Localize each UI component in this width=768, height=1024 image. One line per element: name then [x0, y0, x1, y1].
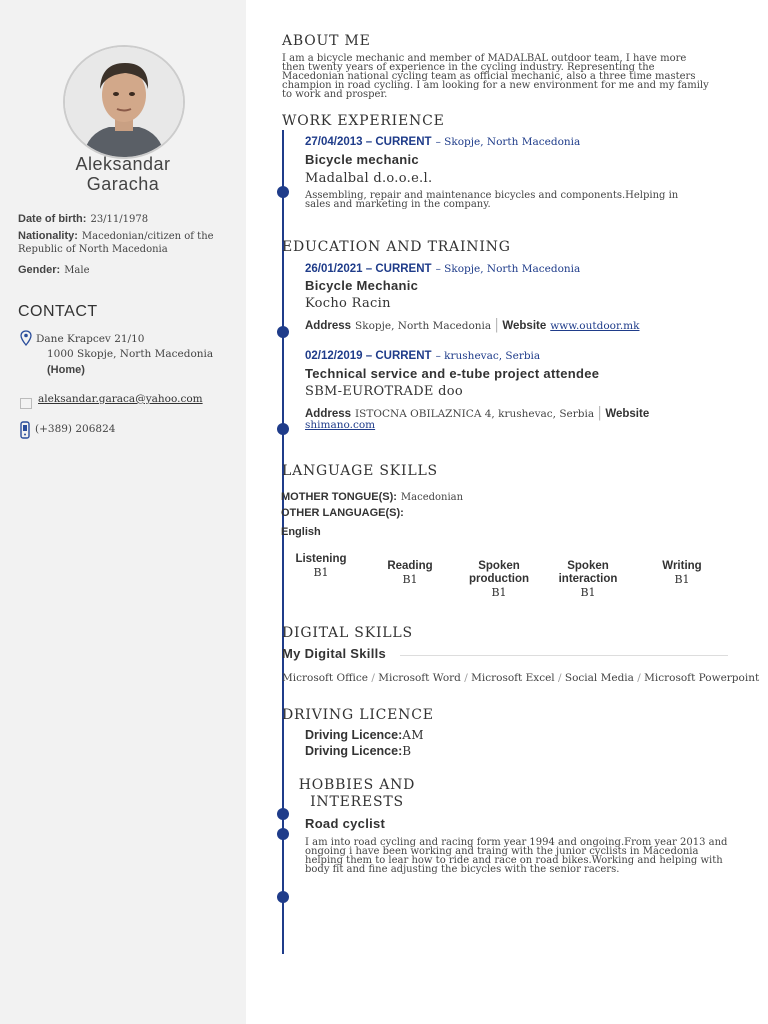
hobbies-heading-line2: INTERESTS: [310, 794, 404, 810]
about-text: I am a bicycle mechanic and member of MADALBAL outdoor team, I have more then twenty years of experience in the cycling industry. Representing the Macedonian national cycling team as official mechanic, also a three time masters champion in road cycling. I am looking for a new environment for me and my family to work and prosper.: [282, 53, 709, 100]
edu1-website-label: Website: [502, 320, 547, 332]
hobbies-heading-line1: HOBBIES AND: [298, 777, 416, 793]
email-link[interactable]: aleksandar.garaca@yahoo.com: [38, 393, 203, 405]
edu2-date: 02/12/2019 – CURRENT: [305, 350, 432, 362]
skill-level: B1: [313, 566, 329, 579]
skill-spoken-production: [454, 560, 544, 599]
digital-skill: Microsoft Office: [282, 672, 369, 684]
skill-head: Writing: [662, 560, 702, 572]
skill-reading: [365, 560, 455, 586]
skill-head: production: [468, 573, 530, 585]
edu1-title: Bicycle Mechanic: [305, 278, 419, 293]
skill-head: Spoken: [567, 560, 609, 572]
mother-tongue-row: [281, 487, 463, 505]
phone-icon: [19, 421, 31, 444]
edu2-date-row: [305, 346, 540, 364]
skill-listening: [276, 553, 366, 579]
profile-photo-image: [65, 47, 183, 157]
driving-value: AM: [402, 728, 424, 742]
edu1-org: Kocho Racin: [305, 296, 391, 311]
edu1-address-label: Address: [305, 320, 352, 332]
digital-skill: Microsoft Powerpoint: [644, 672, 760, 684]
edu1-date-row: [305, 259, 580, 277]
separator: |: [495, 316, 499, 333]
skill-head: Spoken: [478, 560, 520, 572]
nationality-label: Nationality:: [18, 230, 78, 242]
skill-writing: [637, 560, 727, 586]
other-language-label: OTHER LANGUAGE(S):: [281, 507, 404, 519]
profile-first-name: Aleksandar: [75, 154, 171, 174]
edu2-website-label: Website: [605, 408, 650, 420]
digital-skill: Microsoft Excel: [471, 672, 555, 684]
address-type: (Home): [47, 364, 85, 376]
driving-label: Driving Licence:: [305, 744, 403, 758]
separator: /: [558, 672, 562, 684]
skill-level: B1: [402, 573, 418, 586]
divider: [400, 655, 728, 656]
phone-number: (+389) 206824: [35, 423, 116, 435]
work-org: Madalbal d.o.o.e.l.: [305, 171, 433, 186]
skill-level: B1: [674, 573, 690, 586]
driving-heading: DRIVING LICENCE: [282, 707, 434, 723]
edu2-org: SBM-EUROTRADE doo: [305, 384, 464, 399]
timeline-dot: [277, 186, 289, 198]
digital-skill: Microsoft Word: [378, 672, 461, 684]
edu1-date: 26/01/2021 – CURRENT: [305, 263, 432, 275]
hobby-text: I am into road cycling and racing form year 1994 and ongoing.From year 2013 and ongoing i have been working and traing with the junior cyclists in Macedonia helping them to lear how to ride and race on road bikes.Working and helping with body fit and fine adjusting the bicycles with the senior racers.: [305, 837, 728, 875]
edu1-location: – Skopje, North Macedonia: [435, 263, 581, 275]
language-heading: LANGUAGE SKILLS: [282, 463, 438, 479]
digital-subheading: My Digital Skills: [282, 646, 387, 661]
nationality-value-line1: Macedonian/citizen of the: [81, 231, 214, 242]
digital-skill: Social Media: [564, 672, 634, 684]
email-icon: [20, 396, 32, 414]
skill-head: interaction: [558, 573, 618, 585]
driving-label: Driving Licence:: [305, 728, 403, 742]
work-title: Bicycle mechanic: [305, 152, 419, 167]
skill-level: B1: [580, 586, 596, 599]
profile-last-name: Garacha: [86, 174, 160, 194]
work-heading: WORK EXPERIENCE: [282, 113, 445, 129]
edu2-title: Technical service and e-tube project attendee: [305, 366, 600, 381]
mother-tongue-value: Macedonian: [400, 492, 464, 503]
edu1-address-row: [305, 316, 640, 334]
timeline-dot: [277, 326, 289, 338]
timeline-dot: [277, 891, 289, 903]
gender-label: Gender:: [18, 264, 61, 276]
edu1-address: Skopje, North Macedonia: [355, 320, 492, 332]
edu1-website-link[interactable]: www.outdoor.mk: [550, 320, 640, 332]
separator: /: [637, 672, 641, 684]
digital-skills-list: [282, 672, 759, 684]
work-date-row: [305, 132, 580, 150]
education-heading: EDUCATION AND TRAINING: [282, 239, 511, 255]
timeline-dot: [277, 828, 289, 840]
driving-row: [305, 742, 411, 760]
driving-value: B: [402, 744, 412, 758]
nationality-row: [18, 229, 214, 255]
skill-head: Reading: [387, 560, 433, 572]
work-description: Assembling, repair and maintenance bicycles and components.Helping in sales and marketing in the company.: [305, 190, 679, 210]
about-heading: ABOUT ME: [282, 33, 371, 49]
separator: |: [598, 404, 602, 421]
separator: /: [464, 672, 468, 684]
profile-photo: [63, 45, 185, 159]
work-location: – Skopje, North Macedonia: [435, 136, 581, 148]
edu2-address-label: Address: [305, 408, 352, 420]
gender-value: Male: [64, 265, 90, 276]
address-line2: 1000 Skopje, North Macedonia: [47, 348, 214, 360]
work-date: 27/04/2013 – CURRENT: [305, 136, 432, 148]
dob-label: Date of birth:: [18, 213, 87, 225]
address-line1: Dane Krapcev 21/10: [36, 333, 145, 345]
contact-heading: CONTACT: [18, 303, 98, 320]
hobby-title: Road cyclist: [305, 816, 386, 831]
dob-row: [18, 209, 148, 227]
digital-heading: DIGITAL SKILLS: [282, 625, 413, 641]
location-pin-icon: [20, 330, 32, 349]
skill-level: B1: [491, 586, 507, 599]
nationality-value-line2: Republic of North Macedonia: [18, 244, 168, 255]
edu2-website-link[interactable]: shimano.com: [305, 419, 376, 431]
skill-head: Listening: [295, 553, 347, 565]
edu2-location: – krushevac, Serbia: [435, 350, 541, 362]
other-language-name: English: [281, 526, 321, 538]
gender-row: [18, 260, 90, 278]
separator: /: [371, 672, 375, 684]
edu2-address: ISTOCNA OBILAZNICA 4, krushevac, Serbia: [355, 408, 595, 420]
mother-tongue-label: MOTHER TONGUE(S):: [281, 491, 397, 503]
dob-value: 23/11/1978: [90, 214, 149, 225]
skill-spoken-interaction: [543, 560, 633, 599]
sidebar: [0, 0, 246, 1024]
timeline-dot: [277, 423, 289, 435]
